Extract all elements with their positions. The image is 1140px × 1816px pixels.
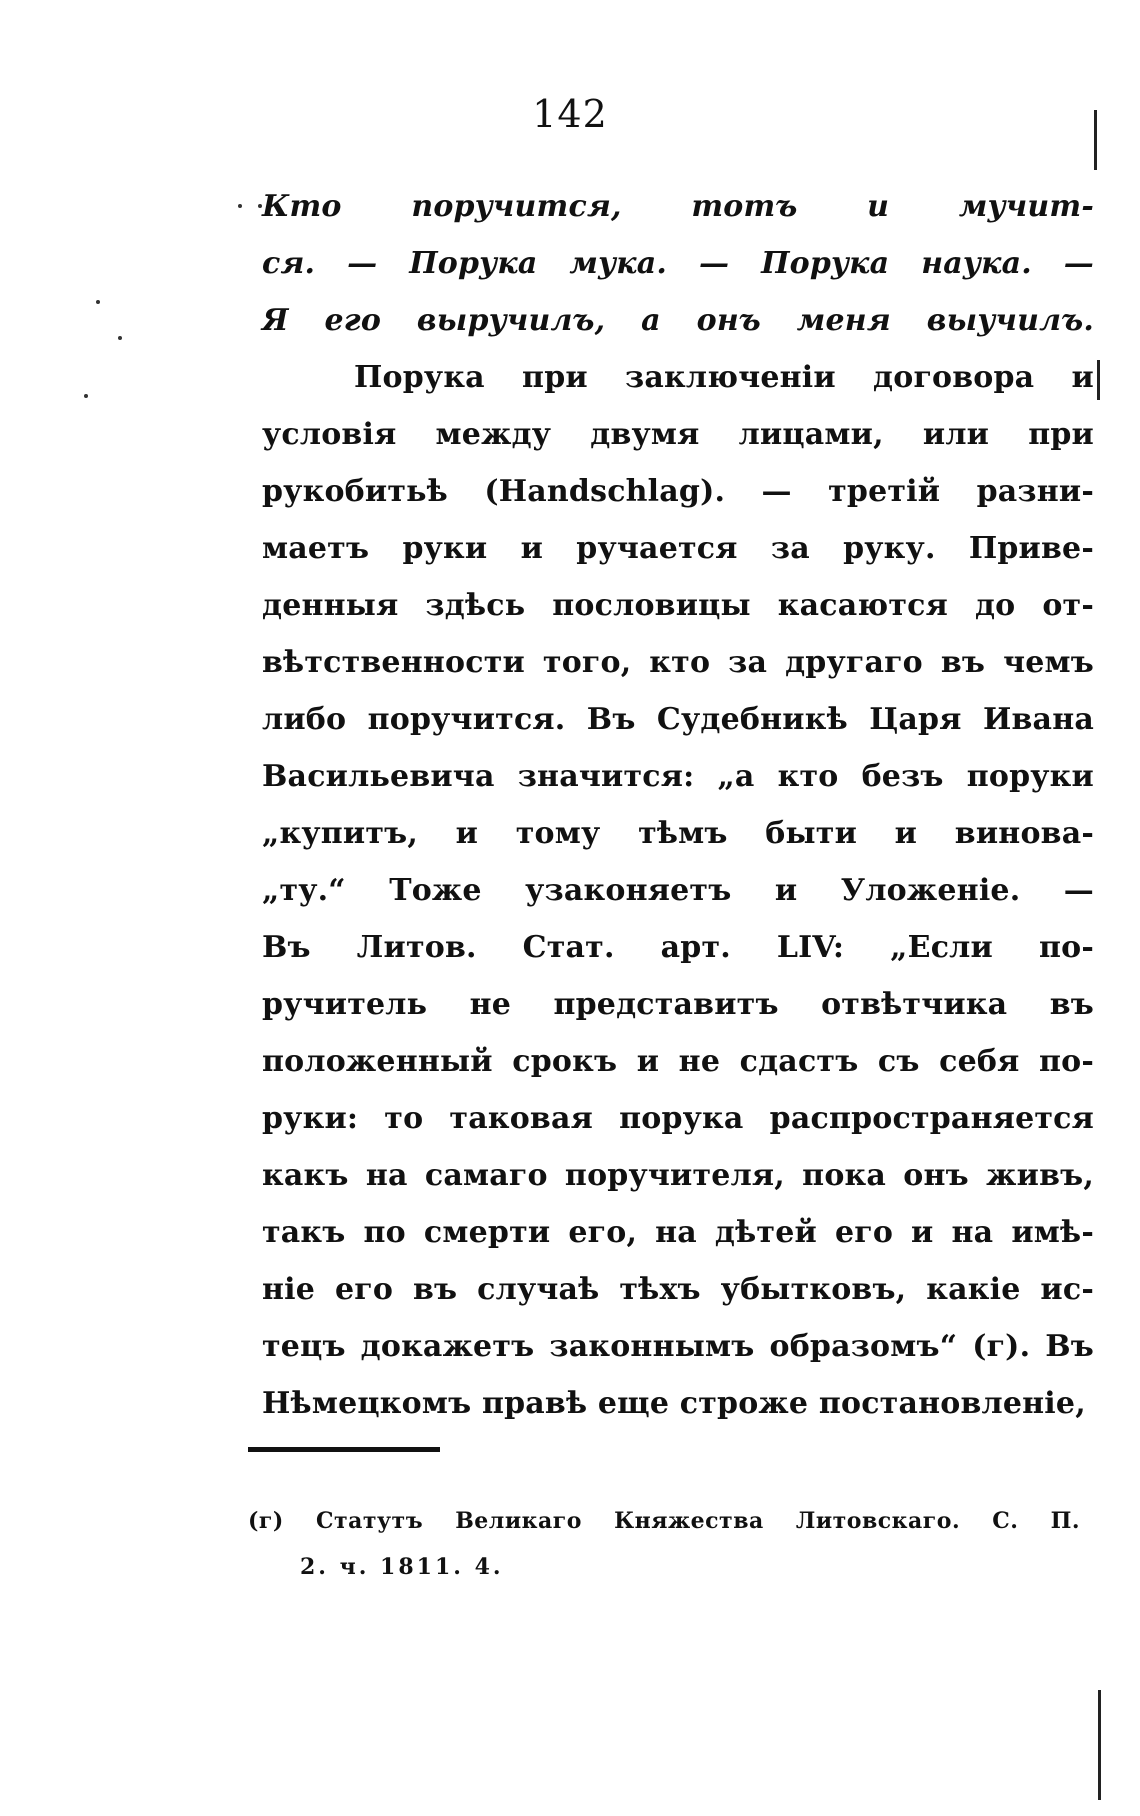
text-line: либо поручится. Въ Судебникѣ Царя Ивана [262, 702, 1094, 737]
text-line: Васильевича значится: „а кто безъ поруки [262, 759, 1094, 794]
text-line: условія между двумя лицами, или при [262, 417, 1094, 452]
footnote-line: (г) Статутъ Великаго Княжества Литовскаго. С. П. [248, 1508, 1080, 1534]
text-line: какъ на самаго поручителя, пока онъ живъ, [262, 1158, 1094, 1193]
text-line: Въ Литов. Стат. арт. LIV: „Если по- [262, 930, 1094, 965]
footnote-line: 2. ч. 1811. 4. [300, 1554, 504, 1580]
page-number: 142 [532, 92, 608, 136]
text-line: руки: то таковая порука распространяется [262, 1101, 1094, 1136]
text-line: Нѣмецкомъ правѣ еще строже постановленіе, [262, 1386, 1086, 1421]
text-line: такъ по смерти его, на дѣтей его и на имѣ- [262, 1215, 1094, 1250]
text-line: рукобитьѣ (Handschlag). — третій разни- [262, 474, 1094, 509]
margin-mark [1098, 1690, 1101, 1800]
footnote-separator [248, 1447, 440, 1452]
text-line: тецъ докажетъ законнымъ образомъ“ (г). Въ [262, 1329, 1094, 1364]
text-line: ся. — Порука мука. — Порука наука. — [262, 246, 1094, 281]
text-line: вѣтственности того, кто за другаго въ чемъ [262, 645, 1094, 680]
paragraph-first-line: Порука при заключеніи договора и [354, 360, 1094, 395]
text-line: „купитъ, и тому тѣмъ быти и винова- [262, 816, 1094, 851]
text-line: Кто поручится, тотъ и мучит- [262, 189, 1094, 224]
text-line: ручитель не представитъ отвѣтчика въ [262, 987, 1094, 1022]
margin-mark [1094, 110, 1097, 170]
text-line: ніе его въ случаѣ тѣхъ убытковъ, какіе ис- [262, 1272, 1094, 1307]
text-line: денныя здѣсь пословицы касаются до от- [262, 588, 1094, 623]
text-line: Я его выручилъ, а онъ меня выучилъ. [262, 303, 1094, 338]
margin-mark [1097, 360, 1100, 400]
text-line: „ту.“ Тоже узаконяетъ и Уложеніе. — [262, 873, 1094, 908]
footnote [248, 1498, 1080, 1590]
text-line: маетъ руки и ручается за руку. Приве- [262, 531, 1094, 566]
text-line: положенный срокъ и не сдастъ съ себя по- [262, 1044, 1094, 1079]
body-text [262, 178, 1094, 1432]
